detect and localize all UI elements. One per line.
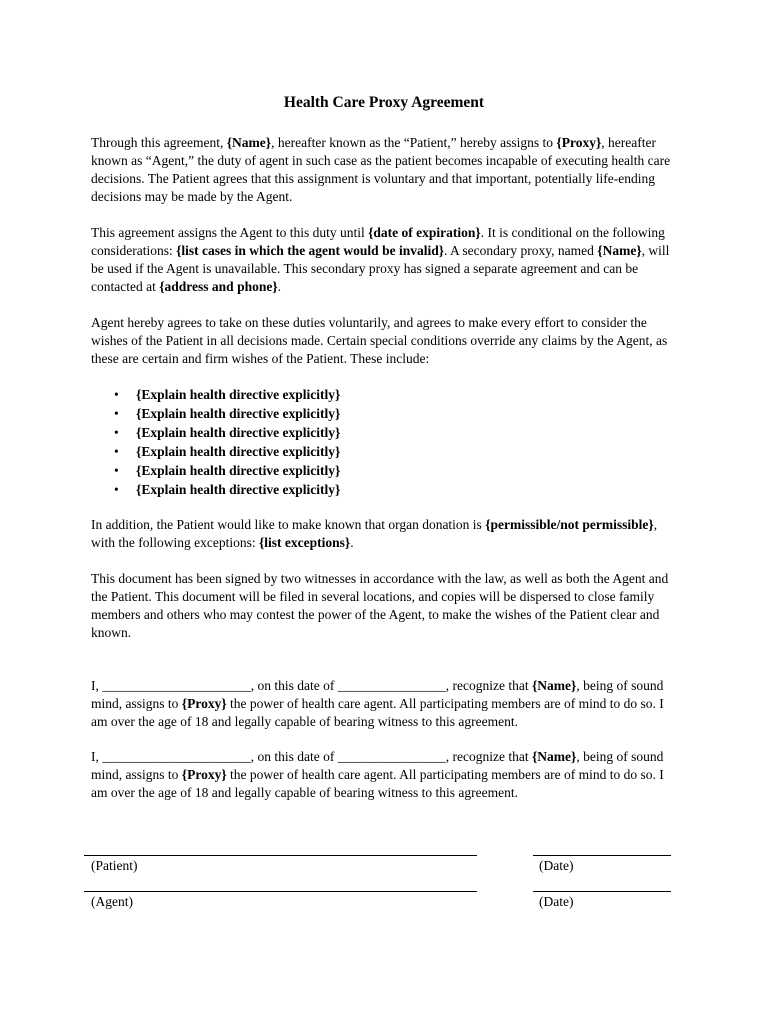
directive-list bbox=[114, 385, 340, 499]
placeholder-field: {Name} bbox=[531, 749, 577, 764]
agent-signature-label: (Agent) bbox=[91, 894, 133, 909]
paragraph-witness-statement-2 bbox=[91, 748, 676, 802]
text-run: , hereafter known as the “Patient,” hereby assigns to bbox=[271, 135, 557, 150]
text-run: I, ______________________, on this date of ________________, recognize that bbox=[91, 678, 532, 693]
text-run: the power of health care agent. All participating members are of mind to do so. I am over the age of 18 and legally capable of bearing witness to this agreement. bbox=[91, 696, 664, 729]
text-run: the power of health care agent. All participating members are of mind to do so. I am over the age of 18 and legally capable of bearing witness to this agreement. bbox=[91, 767, 664, 800]
text-run: . A secondary proxy, named bbox=[444, 243, 598, 258]
placeholder-field: {list cases in which the agent would be invalid} bbox=[176, 243, 445, 258]
patient-date-label: (Date) bbox=[539, 858, 574, 873]
paragraph-organ-donation bbox=[91, 516, 676, 552]
text-run: . bbox=[277, 279, 282, 294]
list-item: • {Explain health directive explicitly} bbox=[114, 442, 340, 461]
document-title: Health Care Proxy Agreement bbox=[283, 94, 485, 111]
text-run: This document has been signed by two witnesses in accordance with the law, as well as both the Agent and the Patient. This document will be filed in several locations, and copies will be dispersed to close family members and others who may contest the power of the Agent, to make the wishes of the Patient clear and known. bbox=[91, 571, 669, 640]
text-run: . bbox=[350, 535, 354, 550]
list-item: • {Explain health directive explicitly} bbox=[114, 480, 340, 499]
text-run: In addition, the Patient would like to make known that organ donation is bbox=[91, 517, 486, 532]
paragraph-witnesses bbox=[91, 570, 676, 642]
list-item: • {Explain health directive explicitly} bbox=[114, 404, 340, 423]
placeholder-field: {Proxy} bbox=[181, 767, 227, 782]
text-run: , being of sound mind, assigns to bbox=[91, 749, 664, 782]
agent-signature-line[interactable] bbox=[84, 891, 477, 892]
placeholder-field: {list exceptions} bbox=[258, 535, 351, 550]
placeholder-field: {Name} bbox=[531, 678, 577, 693]
text-run: Agent hereby agrees to take on these duties voluntarily, and agrees to make every effort to consider the wishes of the Patient in all decisions made. Certain special conditions override any claims by the Agent, as these are certain and firm wishes of the Patient. These include: bbox=[91, 315, 668, 366]
text-run: , with the following exceptions: bbox=[91, 517, 658, 550]
text-run: . It is conditional on the following considerations: bbox=[91, 225, 665, 258]
paragraph-duration bbox=[91, 224, 676, 296]
list-item: • {Explain health directive explicitly} bbox=[114, 423, 340, 442]
list-item: • {Explain health directive explicitly} bbox=[114, 461, 340, 480]
patient-date-line[interactable] bbox=[533, 855, 671, 856]
placeholder-field: {Proxy} bbox=[556, 135, 602, 150]
text-run: I, ______________________, on this date of ________________, recognize that bbox=[91, 749, 532, 764]
patient-signature-label: (Patient) bbox=[91, 858, 138, 873]
text-run: Through this agreement, bbox=[91, 135, 227, 150]
placeholder-field: {permissible/not permissible} bbox=[485, 517, 654, 532]
patient-signature-line[interactable] bbox=[84, 855, 477, 856]
paragraph-assignment bbox=[91, 134, 676, 206]
text-run: , hereafter known as “Agent,” the duty of agent in such case as the patient becomes incapable of executing health care decisions. The Patient agrees that this assignment is voluntary and that important, potentially life-ending decisions may be made by the Agent. bbox=[91, 135, 671, 204]
agent-date-label: (Date) bbox=[539, 894, 574, 909]
placeholder-field: {Name} bbox=[597, 243, 642, 258]
text-run: , being of sound mind, assigns to bbox=[91, 678, 664, 711]
placeholder-field: {date of expiration} bbox=[368, 225, 481, 240]
text-run: , will be used if the Agent is unavailable. This secondary proxy has signed a separate agreement and can be contacted at bbox=[91, 243, 670, 294]
paragraph-witness-statement-1 bbox=[91, 677, 676, 731]
paragraph-agent-duties bbox=[91, 314, 676, 368]
placeholder-field: {address and phone} bbox=[159, 279, 278, 294]
placeholder-field: {Proxy} bbox=[181, 696, 227, 711]
text-run: This agreement assigns the Agent to this duty until bbox=[91, 225, 369, 240]
list-item: • {Explain health directive explicitly} bbox=[114, 385, 340, 404]
agent-date-line[interactable] bbox=[533, 891, 671, 892]
placeholder-field: {Name} bbox=[226, 135, 272, 150]
